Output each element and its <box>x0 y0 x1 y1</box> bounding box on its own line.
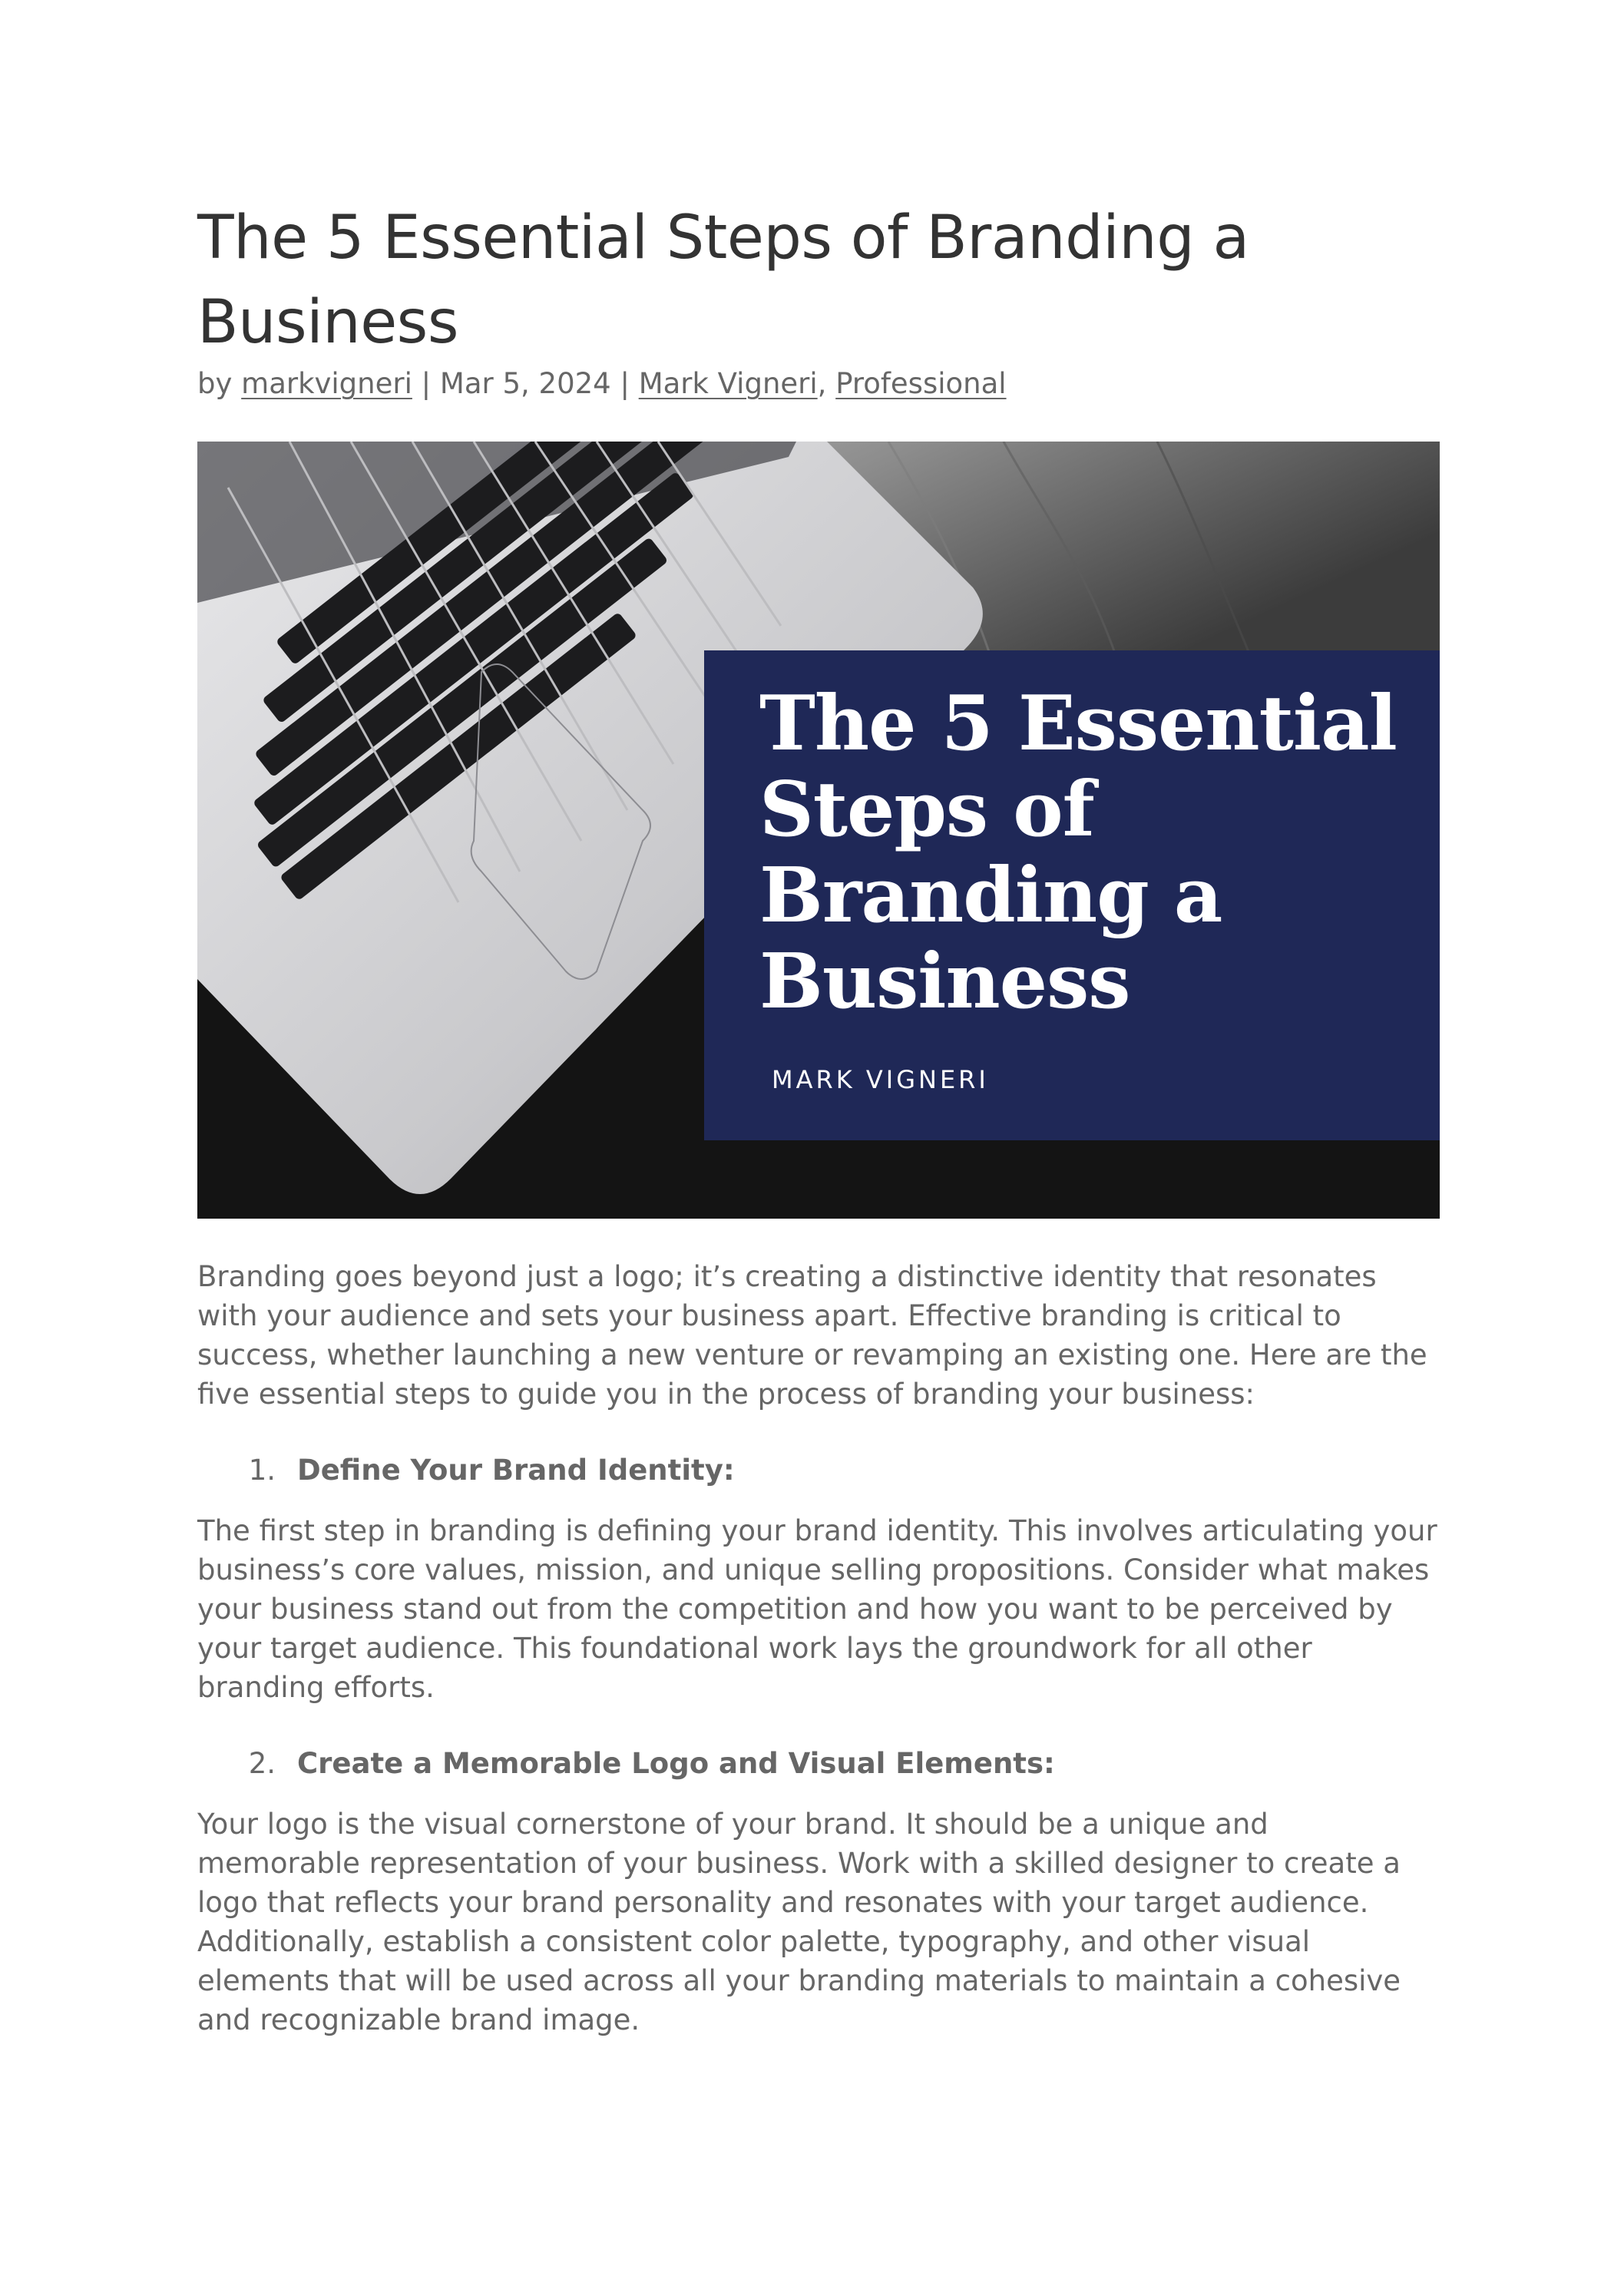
step-title: Define Your Brand Identity: <box>297 1454 735 1487</box>
step-heading <box>197 1744 1440 1783</box>
step-title: Create a Memorable Logo and Visual Elements: <box>297 1747 1055 1780</box>
step-heading <box>197 1451 1440 1490</box>
post-meta <box>197 365 1440 403</box>
article <box>197 196 1440 2040</box>
meta-separator: | <box>412 367 440 400</box>
step-number: 1. <box>248 1454 276 1487</box>
author-link[interactable]: markvigneri <box>241 367 412 400</box>
meta-by: by <box>197 367 242 400</box>
category-link-mark-vigneri[interactable]: Mark Vigneri <box>638 367 818 400</box>
post-title: The 5 Essential Steps of Branding a Business <box>197 203 1249 357</box>
category-link-professional[interactable]: Professional <box>835 367 1007 400</box>
step-paragraph: The first step in branding is defining your brand identity. This involves articulating your business’s core values, mission, and unique selling propositions. Consider what makes your business stand out from the competition and how you want to be perceived by your target audience. This foundational work lays the groundwork for all other branding efforts. <box>197 1514 1437 1704</box>
hero-author: MARK VIGNERI <box>772 1065 989 1094</box>
hero-title: The 5 Essential Steps of Branding a Business <box>759 680 1397 1026</box>
intro-paragraph: Branding goes beyond just a logo; it’s creating a distinctive identity that resonates with your audience and sets your business apart. Effective branding is critical to success, whether launching a new venture or revamping an existing one. Here are the five essential steps to guide you in the process of branding your business: <box>197 1260 1427 1411</box>
step-paragraph: Your logo is the visual cornerstone of your brand. It should be a unique and memorable representation of your business. Work with a skilled designer to create a logo that reflects your brand personality and resonates with your target audience. Additionally, establish a consistent color palette, typography, and other visual elements that will be used across all your branding materials to maintain a cohesive and recognizable brand image. <box>197 1808 1401 2036</box>
post-date: Mar 5, 2024 <box>439 367 611 400</box>
step-number: 2. <box>248 1747 276 1780</box>
meta-comma: , <box>817 367 836 400</box>
meta-separator: | <box>610 367 639 400</box>
featured-image <box>197 442 1440 1219</box>
hero-title-panel <box>704 650 1440 1140</box>
